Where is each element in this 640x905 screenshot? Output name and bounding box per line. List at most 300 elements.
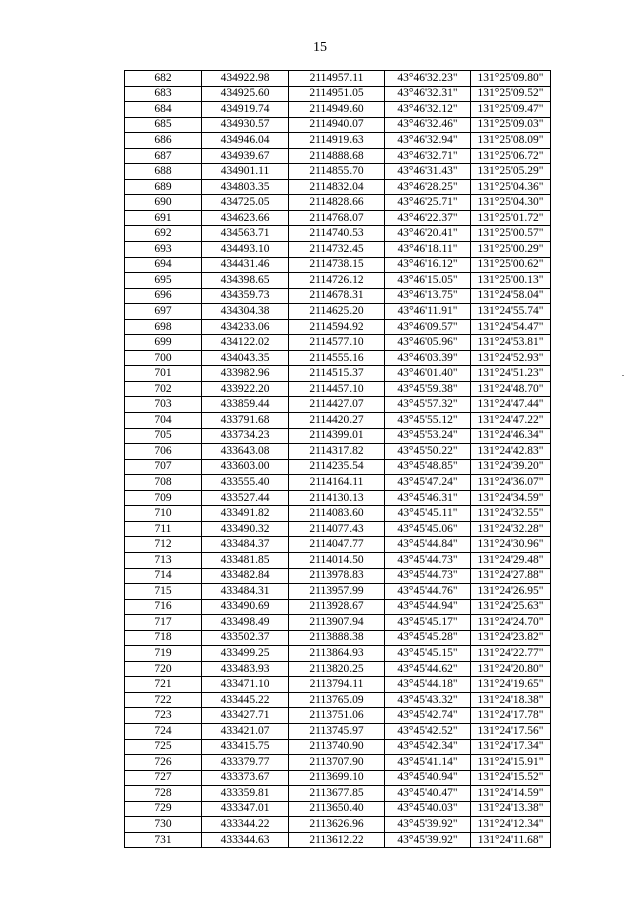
y-coordinate-cell: 2114678.31 bbox=[289, 288, 385, 304]
longitude-cell: 131°24'47.44" bbox=[471, 397, 551, 413]
longitude-cell: 131°24'42.83" bbox=[471, 444, 551, 460]
x-coordinate-cell: 434925.60 bbox=[202, 86, 289, 102]
y-coordinate-cell: 2114949.60 bbox=[289, 102, 385, 118]
x-coordinate-cell: 433427.71 bbox=[202, 708, 289, 724]
latitude-cell: 43°46'32.94" bbox=[385, 133, 471, 149]
point-number-cell: 712 bbox=[125, 537, 202, 553]
y-coordinate-cell: 2113699.10 bbox=[289, 770, 385, 786]
point-number-cell: 722 bbox=[125, 692, 202, 708]
latitude-cell: 43°45'50.22" bbox=[385, 444, 471, 460]
latitude-cell: 43°46'32.31" bbox=[385, 86, 471, 102]
table-row bbox=[125, 179, 551, 195]
point-number-cell: 731 bbox=[125, 832, 202, 848]
y-coordinate-cell: 2114940.07 bbox=[289, 117, 385, 133]
longitude-cell: 131°24'22.77" bbox=[471, 646, 551, 662]
point-number-cell: 726 bbox=[125, 755, 202, 771]
y-coordinate-cell: 2113677.85 bbox=[289, 786, 385, 802]
x-coordinate-cell: 433484.37 bbox=[202, 537, 289, 553]
table-row bbox=[125, 257, 551, 273]
longitude-cell: 131°24'13.38" bbox=[471, 801, 551, 817]
x-coordinate-cell: 433555.40 bbox=[202, 475, 289, 491]
longitude-cell: 131°25'09.80" bbox=[471, 71, 551, 87]
y-coordinate-cell: 2114515.37 bbox=[289, 366, 385, 382]
y-coordinate-cell: 2114014.50 bbox=[289, 552, 385, 568]
table-row bbox=[125, 615, 551, 631]
longitude-cell: 131°25'01.72" bbox=[471, 210, 551, 226]
y-coordinate-cell: 2113751.06 bbox=[289, 708, 385, 724]
x-coordinate-cell: 433490.69 bbox=[202, 599, 289, 615]
y-coordinate-cell: 2113978.83 bbox=[289, 568, 385, 584]
longitude-cell: 131°25'09.52" bbox=[471, 86, 551, 102]
table-row bbox=[125, 350, 551, 366]
latitude-cell: 43°46'28.25" bbox=[385, 179, 471, 195]
point-number-cell: 709 bbox=[125, 490, 202, 506]
x-coordinate-cell: 434043.35 bbox=[202, 350, 289, 366]
latitude-cell: 43°45'44.73" bbox=[385, 552, 471, 568]
point-number-cell: 699 bbox=[125, 335, 202, 351]
longitude-cell: 131°24'19.65" bbox=[471, 677, 551, 693]
longitude-cell: 131°25'04.36" bbox=[471, 179, 551, 195]
point-number-cell: 683 bbox=[125, 86, 202, 102]
point-number-cell: 700 bbox=[125, 350, 202, 366]
latitude-cell: 43°46'16.12" bbox=[385, 257, 471, 273]
page-number: 15 bbox=[313, 40, 327, 55]
latitude-cell: 43°45'45.06" bbox=[385, 521, 471, 537]
x-coordinate-cell: 434939.67 bbox=[202, 148, 289, 164]
longitude-cell: 131°24'23.82" bbox=[471, 630, 551, 646]
longitude-cell: 131°24'55.74" bbox=[471, 304, 551, 320]
longitude-cell: 131°24'20.80" bbox=[471, 661, 551, 677]
y-coordinate-cell: 2113928.67 bbox=[289, 599, 385, 615]
table-row bbox=[125, 801, 551, 817]
latitude-cell: 43°45'48.85" bbox=[385, 459, 471, 475]
longitude-cell: 131°24'48.70" bbox=[471, 381, 551, 397]
latitude-cell: 43°45'41.14" bbox=[385, 755, 471, 771]
latitude-cell: 43°46'05.96" bbox=[385, 335, 471, 351]
point-number-cell: 724 bbox=[125, 723, 202, 739]
latitude-cell: 43°45'42.74" bbox=[385, 708, 471, 724]
longitude-cell: 131°24'32.55" bbox=[471, 506, 551, 522]
longitude-cell: 131°24'51.23" bbox=[471, 366, 551, 382]
latitude-cell: 43°46'25.71" bbox=[385, 195, 471, 211]
latitude-cell: 43°46'18.11" bbox=[385, 242, 471, 258]
longitude-cell: 131°25'09.03" bbox=[471, 117, 551, 133]
table-row bbox=[125, 552, 551, 568]
latitude-cell: 43°46'01.40" bbox=[385, 366, 471, 382]
point-number-cell: 728 bbox=[125, 786, 202, 802]
x-coordinate-cell: 434803.35 bbox=[202, 179, 289, 195]
x-coordinate-cell: 434901.11 bbox=[202, 164, 289, 180]
table-row bbox=[125, 304, 551, 320]
point-number-cell: 711 bbox=[125, 521, 202, 537]
y-coordinate-cell: 2114768.07 bbox=[289, 210, 385, 226]
table-row bbox=[125, 242, 551, 258]
table-row bbox=[125, 584, 551, 600]
point-number-cell: 698 bbox=[125, 319, 202, 335]
y-coordinate-cell: 2113612.22 bbox=[289, 832, 385, 848]
table-row bbox=[125, 692, 551, 708]
point-number-cell: 685 bbox=[125, 117, 202, 133]
point-number-cell: 723 bbox=[125, 708, 202, 724]
table-row bbox=[125, 646, 551, 662]
longitude-cell: 131°25'06.72" bbox=[471, 148, 551, 164]
point-number-cell: 693 bbox=[125, 242, 202, 258]
table-row bbox=[125, 413, 551, 429]
latitude-cell: 43°45'45.17" bbox=[385, 615, 471, 631]
y-coordinate-cell: 2114555.16 bbox=[289, 350, 385, 366]
latitude-cell: 43°45'44.94" bbox=[385, 599, 471, 615]
x-coordinate-cell: 433415.75 bbox=[202, 739, 289, 755]
longitude-cell: 131°24'39.20" bbox=[471, 459, 551, 475]
longitude-cell: 131°24'52.93" bbox=[471, 350, 551, 366]
table-row bbox=[125, 366, 551, 382]
point-number-cell: 729 bbox=[125, 801, 202, 817]
y-coordinate-cell: 2114427.07 bbox=[289, 397, 385, 413]
latitude-cell: 43°45'45.15" bbox=[385, 646, 471, 662]
y-coordinate-cell: 2114577.10 bbox=[289, 335, 385, 351]
y-coordinate-cell: 2113740.90 bbox=[289, 739, 385, 755]
latitude-cell: 43°46'20.41" bbox=[385, 226, 471, 242]
y-coordinate-cell: 2114625.20 bbox=[289, 304, 385, 320]
table-row bbox=[125, 117, 551, 133]
table-row bbox=[125, 195, 551, 211]
table-row bbox=[125, 786, 551, 802]
x-coordinate-cell: 434398.65 bbox=[202, 273, 289, 289]
coordinates-table-body bbox=[125, 71, 551, 848]
x-coordinate-cell: 433491.82 bbox=[202, 506, 289, 522]
latitude-cell: 43°45'40.47" bbox=[385, 786, 471, 802]
latitude-cell: 43°46'15.05" bbox=[385, 273, 471, 289]
point-number-cell: 716 bbox=[125, 599, 202, 615]
latitude-cell: 43°45'39.92" bbox=[385, 817, 471, 833]
x-coordinate-cell: 433982.96 bbox=[202, 366, 289, 382]
table-row bbox=[125, 148, 551, 164]
point-number-cell: 730 bbox=[125, 817, 202, 833]
y-coordinate-cell: 2114832.04 bbox=[289, 179, 385, 195]
table-row bbox=[125, 770, 551, 786]
y-coordinate-cell: 2113794.11 bbox=[289, 677, 385, 693]
point-number-cell: 720 bbox=[125, 661, 202, 677]
longitude-cell: 131°25'04.30" bbox=[471, 195, 551, 211]
point-number-cell: 715 bbox=[125, 584, 202, 600]
longitude-cell: 131°24'27.88" bbox=[471, 568, 551, 584]
longitude-cell: 131°24'11.68" bbox=[471, 832, 551, 848]
table-row bbox=[125, 490, 551, 506]
point-number-cell: 682 bbox=[125, 71, 202, 87]
y-coordinate-cell: 2114919.63 bbox=[289, 133, 385, 149]
y-coordinate-cell: 2113864.93 bbox=[289, 646, 385, 662]
latitude-cell: 43°46'32.71" bbox=[385, 148, 471, 164]
longitude-cell: 131°24'25.63" bbox=[471, 599, 551, 615]
x-coordinate-cell: 433344.22 bbox=[202, 817, 289, 833]
longitude-cell: 131°25'08.09" bbox=[471, 133, 551, 149]
table-row bbox=[125, 568, 551, 584]
x-coordinate-cell: 433482.84 bbox=[202, 568, 289, 584]
x-coordinate-cell: 434563.71 bbox=[202, 226, 289, 242]
x-coordinate-cell: 434431.46 bbox=[202, 257, 289, 273]
point-number-cell: 692 bbox=[125, 226, 202, 242]
point-number-cell: 704 bbox=[125, 413, 202, 429]
point-number-cell: 717 bbox=[125, 615, 202, 631]
point-number-cell: 706 bbox=[125, 444, 202, 460]
table-row bbox=[125, 661, 551, 677]
y-coordinate-cell: 2114130.13 bbox=[289, 490, 385, 506]
table-row bbox=[125, 630, 551, 646]
longitude-cell: 131°24'15.52" bbox=[471, 770, 551, 786]
latitude-cell: 43°45'45.11" bbox=[385, 506, 471, 522]
point-number-cell: 686 bbox=[125, 133, 202, 149]
latitude-cell: 43°45'44.62" bbox=[385, 661, 471, 677]
latitude-cell: 43°45'44.76" bbox=[385, 584, 471, 600]
longitude-cell: 131°25'05.29" bbox=[471, 164, 551, 180]
x-coordinate-cell: 434233.06 bbox=[202, 319, 289, 335]
latitude-cell: 43°45'47.24" bbox=[385, 475, 471, 491]
y-coordinate-cell: 2114732.45 bbox=[289, 242, 385, 258]
x-coordinate-cell: 434919.74 bbox=[202, 102, 289, 118]
y-coordinate-cell: 2114399.01 bbox=[289, 428, 385, 444]
longitude-cell: 131°24'17.56" bbox=[471, 723, 551, 739]
x-coordinate-cell: 433490.32 bbox=[202, 521, 289, 537]
y-coordinate-cell: 2114855.70 bbox=[289, 164, 385, 180]
x-coordinate-cell: 433791.68 bbox=[202, 413, 289, 429]
point-number-cell: 713 bbox=[125, 552, 202, 568]
coordinates-table bbox=[124, 70, 551, 848]
longitude-cell: 131°24'15.91" bbox=[471, 755, 551, 771]
y-coordinate-cell: 2114317.82 bbox=[289, 444, 385, 460]
table-row bbox=[125, 677, 551, 693]
latitude-cell: 43°45'59.38" bbox=[385, 381, 471, 397]
latitude-cell: 43°46'31.43" bbox=[385, 164, 471, 180]
point-number-cell: 701 bbox=[125, 366, 202, 382]
table-row bbox=[125, 381, 551, 397]
latitude-cell: 43°45'44.84" bbox=[385, 537, 471, 553]
latitude-cell: 43°45'46.31" bbox=[385, 490, 471, 506]
table-row bbox=[125, 723, 551, 739]
point-number-cell: 691 bbox=[125, 210, 202, 226]
latitude-cell: 43°45'55.12" bbox=[385, 413, 471, 429]
x-coordinate-cell: 433484.31 bbox=[202, 584, 289, 600]
point-number-cell: 719 bbox=[125, 646, 202, 662]
table-row bbox=[125, 428, 551, 444]
longitude-cell: 131°24'53.81" bbox=[471, 335, 551, 351]
table-row bbox=[125, 71, 551, 87]
y-coordinate-cell: 2113745.97 bbox=[289, 723, 385, 739]
longitude-cell: 131°25'09.47" bbox=[471, 102, 551, 118]
latitude-cell: 43°45'39.92" bbox=[385, 832, 471, 848]
x-coordinate-cell: 433373.67 bbox=[202, 770, 289, 786]
longitude-cell: 131°24'14.59" bbox=[471, 786, 551, 802]
table-row bbox=[125, 739, 551, 755]
table-row bbox=[125, 102, 551, 118]
table-row bbox=[125, 521, 551, 537]
longitude-cell: 131°24'24.70" bbox=[471, 615, 551, 631]
point-number-cell: 708 bbox=[125, 475, 202, 491]
point-number-cell: 714 bbox=[125, 568, 202, 584]
point-number-cell: 696 bbox=[125, 288, 202, 304]
table-row bbox=[125, 817, 551, 833]
point-number-cell: 718 bbox=[125, 630, 202, 646]
point-number-cell: 703 bbox=[125, 397, 202, 413]
x-coordinate-cell: 434359.73 bbox=[202, 288, 289, 304]
margin-mark bbox=[622, 375, 624, 376]
table-row bbox=[125, 708, 551, 724]
x-coordinate-cell: 433498.49 bbox=[202, 615, 289, 631]
latitude-cell: 43°45'53.24" bbox=[385, 428, 471, 444]
longitude-cell: 131°24'17.34" bbox=[471, 739, 551, 755]
x-coordinate-cell: 434930.57 bbox=[202, 117, 289, 133]
table-row bbox=[125, 210, 551, 226]
y-coordinate-cell: 2113957.99 bbox=[289, 584, 385, 600]
y-coordinate-cell: 2114457.10 bbox=[289, 381, 385, 397]
table-row bbox=[125, 273, 551, 289]
y-coordinate-cell: 2114726.12 bbox=[289, 273, 385, 289]
table-row bbox=[125, 599, 551, 615]
latitude-cell: 43°46'22.37" bbox=[385, 210, 471, 226]
latitude-cell: 43°46'32.23" bbox=[385, 71, 471, 87]
x-coordinate-cell: 434725.05 bbox=[202, 195, 289, 211]
y-coordinate-cell: 2114888.68 bbox=[289, 148, 385, 164]
table-row bbox=[125, 397, 551, 413]
y-coordinate-cell: 2113765.09 bbox=[289, 692, 385, 708]
point-number-cell: 705 bbox=[125, 428, 202, 444]
y-coordinate-cell: 2114420.27 bbox=[289, 413, 385, 429]
longitude-cell: 131°25'00.13" bbox=[471, 273, 551, 289]
longitude-cell: 131°24'12.34" bbox=[471, 817, 551, 833]
x-coordinate-cell: 433471.10 bbox=[202, 677, 289, 693]
table-row bbox=[125, 335, 551, 351]
point-number-cell: 727 bbox=[125, 770, 202, 786]
y-coordinate-cell: 2114828.66 bbox=[289, 195, 385, 211]
y-coordinate-cell: 2113650.40 bbox=[289, 801, 385, 817]
point-number-cell: 697 bbox=[125, 304, 202, 320]
longitude-cell: 131°25'00.29" bbox=[471, 242, 551, 258]
latitude-cell: 43°46'03.39" bbox=[385, 350, 471, 366]
longitude-cell: 131°24'30.96" bbox=[471, 537, 551, 553]
longitude-cell: 131°25'00.62" bbox=[471, 257, 551, 273]
x-coordinate-cell: 433603.00 bbox=[202, 459, 289, 475]
x-coordinate-cell: 433344.63 bbox=[202, 832, 289, 848]
latitude-cell: 43°46'32.46" bbox=[385, 117, 471, 133]
latitude-cell: 43°45'42.52" bbox=[385, 723, 471, 739]
x-coordinate-cell: 434493.10 bbox=[202, 242, 289, 258]
longitude-cell: 131°24'46.34" bbox=[471, 428, 551, 444]
y-coordinate-cell: 2113820.25 bbox=[289, 661, 385, 677]
latitude-cell: 43°45'40.94" bbox=[385, 770, 471, 786]
table-row bbox=[125, 506, 551, 522]
x-coordinate-cell: 433379.77 bbox=[202, 755, 289, 771]
latitude-cell: 43°45'45.28" bbox=[385, 630, 471, 646]
latitude-cell: 43°46'11.91" bbox=[385, 304, 471, 320]
point-number-cell: 690 bbox=[125, 195, 202, 211]
x-coordinate-cell: 433859.44 bbox=[202, 397, 289, 413]
x-coordinate-cell: 433643.08 bbox=[202, 444, 289, 460]
table-row bbox=[125, 755, 551, 771]
table-row bbox=[125, 226, 551, 242]
latitude-cell: 43°45'44.73" bbox=[385, 568, 471, 584]
x-coordinate-cell: 434922.98 bbox=[202, 71, 289, 87]
longitude-cell: 131°24'54.47" bbox=[471, 319, 551, 335]
point-number-cell: 721 bbox=[125, 677, 202, 693]
x-coordinate-cell: 434946.04 bbox=[202, 133, 289, 149]
latitude-cell: 43°46'09.57" bbox=[385, 319, 471, 335]
table-row bbox=[125, 319, 551, 335]
table-row bbox=[125, 86, 551, 102]
longitude-cell: 131°24'18.38" bbox=[471, 692, 551, 708]
longitude-cell: 131°24'47.22" bbox=[471, 413, 551, 429]
point-number-cell: 710 bbox=[125, 506, 202, 522]
longitude-cell: 131°24'36.07" bbox=[471, 475, 551, 491]
x-coordinate-cell: 433347.01 bbox=[202, 801, 289, 817]
table-row bbox=[125, 164, 551, 180]
y-coordinate-cell: 2114951.05 bbox=[289, 86, 385, 102]
longitude-cell: 131°25'00.57" bbox=[471, 226, 551, 242]
longitude-cell: 131°24'34.59" bbox=[471, 490, 551, 506]
y-coordinate-cell: 2114047.77 bbox=[289, 537, 385, 553]
latitude-cell: 43°46'32.12" bbox=[385, 102, 471, 118]
point-number-cell: 689 bbox=[125, 179, 202, 195]
point-number-cell: 702 bbox=[125, 381, 202, 397]
y-coordinate-cell: 2113707.90 bbox=[289, 755, 385, 771]
latitude-cell: 43°45'42.34" bbox=[385, 739, 471, 755]
y-coordinate-cell: 2114738.15 bbox=[289, 257, 385, 273]
point-number-cell: 694 bbox=[125, 257, 202, 273]
y-coordinate-cell: 2114740.53 bbox=[289, 226, 385, 242]
x-coordinate-cell: 433421.07 bbox=[202, 723, 289, 739]
y-coordinate-cell: 2114957.11 bbox=[289, 71, 385, 87]
point-number-cell: 684 bbox=[125, 102, 202, 118]
x-coordinate-cell: 433483.93 bbox=[202, 661, 289, 677]
point-number-cell: 688 bbox=[125, 164, 202, 180]
table-row bbox=[125, 537, 551, 553]
y-coordinate-cell: 2114235.54 bbox=[289, 459, 385, 475]
x-coordinate-cell: 433527.44 bbox=[202, 490, 289, 506]
longitude-cell: 131°24'17.78" bbox=[471, 708, 551, 724]
latitude-cell: 43°45'43.32" bbox=[385, 692, 471, 708]
latitude-cell: 43°45'44.18" bbox=[385, 677, 471, 693]
table-row bbox=[125, 459, 551, 475]
y-coordinate-cell: 2114594.92 bbox=[289, 319, 385, 335]
table-row bbox=[125, 288, 551, 304]
point-number-cell: 695 bbox=[125, 273, 202, 289]
point-number-cell: 687 bbox=[125, 148, 202, 164]
latitude-cell: 43°45'57.32" bbox=[385, 397, 471, 413]
y-coordinate-cell: 2114083.60 bbox=[289, 506, 385, 522]
x-coordinate-cell: 433499.25 bbox=[202, 646, 289, 662]
latitude-cell: 43°46'13.75" bbox=[385, 288, 471, 304]
x-coordinate-cell: 434623.66 bbox=[202, 210, 289, 226]
x-coordinate-cell: 434304.38 bbox=[202, 304, 289, 320]
x-coordinate-cell: 433922.20 bbox=[202, 381, 289, 397]
table-row bbox=[125, 133, 551, 149]
table-row bbox=[125, 475, 551, 491]
latitude-cell: 43°45'40.03" bbox=[385, 801, 471, 817]
point-number-cell: 707 bbox=[125, 459, 202, 475]
longitude-cell: 131°24'32.28" bbox=[471, 521, 551, 537]
x-coordinate-cell: 433502.37 bbox=[202, 630, 289, 646]
x-coordinate-cell: 433481.85 bbox=[202, 552, 289, 568]
y-coordinate-cell: 2114164.11 bbox=[289, 475, 385, 491]
longitude-cell: 131°24'26.95" bbox=[471, 584, 551, 600]
longitude-cell: 131°24'29.48" bbox=[471, 552, 551, 568]
x-coordinate-cell: 433445.22 bbox=[202, 692, 289, 708]
point-number-cell: 725 bbox=[125, 739, 202, 755]
y-coordinate-cell: 2113907.94 bbox=[289, 615, 385, 631]
y-coordinate-cell: 2114077.43 bbox=[289, 521, 385, 537]
y-coordinate-cell: 2113626.96 bbox=[289, 817, 385, 833]
x-coordinate-cell: 433734.23 bbox=[202, 428, 289, 444]
table-row bbox=[125, 832, 551, 848]
x-coordinate-cell: 433359.81 bbox=[202, 786, 289, 802]
